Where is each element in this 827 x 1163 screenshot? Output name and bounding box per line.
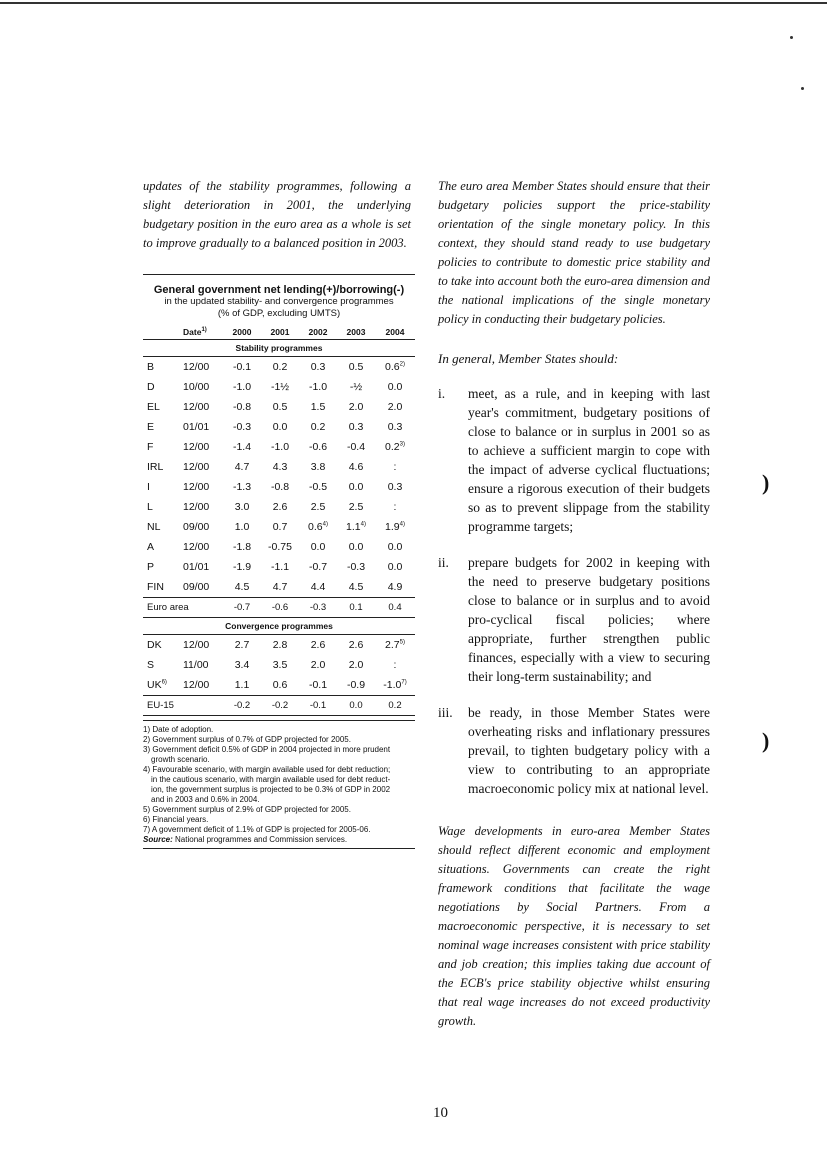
- value-cell: -1.0$^{7)}$: [383, 679, 407, 691]
- table-row: [143, 655, 415, 675]
- value-cell: 0.2: [310, 421, 326, 433]
- value-cell: 2.6: [310, 639, 326, 651]
- country-cell: P: [147, 561, 155, 573]
- value-cell: 0.4: [388, 602, 402, 613]
- value-cell: -0.1: [232, 361, 252, 373]
- value-cell: -0.9: [346, 679, 366, 691]
- list-item: [438, 553, 710, 686]
- value-cell: -0.2: [271, 700, 289, 711]
- date-cell: 10/00: [183, 381, 210, 393]
- value-cell: -1.1: [270, 561, 290, 573]
- header-year: 2004: [385, 327, 405, 337]
- footnote-marker: 2): [399, 361, 405, 368]
- country-cell: EL: [147, 401, 160, 413]
- country-cell: B: [147, 361, 155, 373]
- value-cell: 4.6: [348, 461, 364, 473]
- value-cell: 0.0: [348, 541, 364, 553]
- header-year: 2002: [308, 327, 328, 337]
- value-cell: 2.0: [310, 659, 326, 671]
- table-row: [143, 497, 415, 517]
- date-cell: 09/00: [183, 581, 210, 593]
- value-cell: 0.0: [310, 541, 326, 553]
- value-cell: 3.0: [234, 501, 250, 513]
- value-cell: 2.5: [348, 501, 364, 513]
- date-cell: 11/00: [183, 659, 209, 671]
- date-cell: 01/01: [183, 561, 210, 573]
- value-cell: 2.0: [348, 401, 364, 413]
- date-cell: 12/00: [183, 461, 210, 473]
- value-cell: -0.1: [309, 700, 327, 711]
- list-item: [438, 703, 710, 798]
- country-cell: F: [147, 441, 154, 453]
- footnote: and in 2003 and 0.6% in 2004.: [151, 795, 260, 804]
- value-cell: -0.7: [233, 602, 251, 613]
- left-intro-paragraph: updates of the stability programmes, following a slight deterioration in 2001, the underlying budgetary position in the euro area as a whole is set to improve gradually to a balanced position in 2003.: [143, 179, 411, 250]
- footnote-marker: 4): [399, 521, 405, 528]
- country-cell: IRL: [147, 461, 164, 473]
- table-row: [143, 675, 415, 695]
- footnote: 2) Government surplus of 0.7% of GDP projected for 2005.: [143, 735, 351, 744]
- table-subtitle-units: (% of GDP, excluding UMTS): [217, 308, 341, 319]
- country-cell: E: [147, 421, 155, 433]
- right-column: [438, 177, 710, 1031]
- date-cell: 12/00: [183, 679, 210, 691]
- date-cell: 01/01: [183, 421, 210, 433]
- value-cell: -0.7: [308, 561, 328, 573]
- value-cell: 4.7: [234, 461, 250, 473]
- value-cell: 3.5: [272, 659, 288, 671]
- country-cell: Euro area: [147, 602, 189, 613]
- value-cell: 2.6: [272, 501, 288, 513]
- date-cell: 12/00: [183, 541, 210, 553]
- wage-paragraph: Wage developments in euro-area Member States should reflect different economic and employment situations. Governments can create the right framework conditions that facilitate the wage negotiations by Social Partners. From a macroeconomic perspective, it is necessary to set nominal wage increases consistent with price stability and job creation; this implies taking due account of the ECB's price stability objective whilst ensuring that real wage increases do not exceed productivity growth.: [438, 824, 710, 1028]
- value-cell: 2.0: [348, 659, 364, 671]
- table-row: [143, 577, 415, 597]
- value-cell: -0.4: [346, 441, 366, 453]
- value-cell: 0.5: [348, 361, 364, 373]
- value-cell: 0.0: [348, 481, 364, 493]
- value-cell: -0.8: [232, 401, 252, 413]
- table-row: [143, 695, 415, 716]
- value-cell: 4.3: [272, 461, 288, 473]
- value-cell: 4.4: [310, 581, 326, 593]
- value-cell: 2.7: [234, 639, 250, 651]
- value-cell: -1.0: [308, 381, 328, 393]
- general-heading: In general, Member States should:: [438, 351, 619, 366]
- value-cell: -0.75: [268, 541, 292, 553]
- footnote: 6) Financial years.: [143, 815, 209, 824]
- table-title: General government net lending(+)/borrowing(-): [153, 284, 405, 296]
- value-cell: 0.0: [387, 561, 403, 573]
- table-row: [143, 517, 415, 537]
- euro-area-row: [143, 597, 415, 618]
- table-row: [143, 635, 415, 655]
- value-cell: 0.2: [388, 700, 402, 711]
- speck: [801, 87, 804, 90]
- value-cell: 0.2: [272, 361, 288, 373]
- table-row: [143, 417, 415, 437]
- value-cell: 0.3: [310, 361, 326, 373]
- footnote-marker: 3): [399, 441, 405, 448]
- value-cell: 2.8: [272, 639, 288, 651]
- table-row: [143, 597, 415, 618]
- value-cell: 1.0: [234, 521, 250, 533]
- date-cell: 09/00: [183, 521, 210, 533]
- value-cell: 1.5: [310, 401, 326, 413]
- right-intro-paragraph: The euro area Member States should ensure that their budgetary policies support the price-stability orientation of the single monetary policy. In this context, they should stand ready to use budgetary policies to contribute to domestic price stability and to take into account both the euro-area dimension and the national implications of the single monetary policy in conducting their budgetary policies.: [438, 179, 710, 326]
- table-header: [143, 327, 415, 340]
- footnote: 5) Government surplus of 2.9% of GDP projected for 2005.: [143, 805, 351, 814]
- left-column: [143, 177, 411, 253]
- value-cell: :: [393, 461, 397, 473]
- page-number: 10: [433, 1105, 448, 1121]
- stability-rows: [143, 357, 415, 597]
- date-cell: 12/00: [183, 501, 210, 513]
- country-cell: FIN: [147, 581, 164, 593]
- header-year: 2003: [346, 327, 366, 337]
- value-cell: 1.1: [234, 679, 250, 691]
- footnote-marker: 6): [161, 679, 167, 686]
- value-cell: -1.0: [232, 381, 252, 393]
- footnote: growth scenario.: [151, 755, 210, 764]
- list-text: be ready, in those Member States were overheating risks and inflationary pressures prevail, to tighten budgetary policy with a view to contributing to an appropriate macroeconomic policy mix at national level.: [468, 705, 710, 796]
- date-cell: 12/00: [183, 481, 210, 493]
- list-number: ii.: [438, 555, 449, 570]
- value-cell: -1.4: [232, 441, 252, 453]
- value-cell: -0.3: [232, 421, 252, 433]
- country-cell: I: [147, 481, 150, 493]
- footnote: in the cautious scenario, with margin available used for debt reduct-: [151, 775, 391, 784]
- table-row: [143, 377, 415, 397]
- value-cell: 2.6: [348, 639, 364, 651]
- value-cell: 0.0: [349, 700, 363, 711]
- value-cell: 3.8: [310, 461, 326, 473]
- value-cell: -0.3: [346, 561, 366, 573]
- country-cell: EU-15: [147, 700, 174, 711]
- value-cell: 2.5: [310, 501, 326, 513]
- country-cell: S: [147, 659, 155, 671]
- value-cell: -0.8: [270, 481, 290, 493]
- binding-mark: ): [762, 470, 770, 495]
- value-cell: 1.9$^{4)}$: [385, 521, 405, 533]
- value-cell: -0.3: [309, 602, 327, 613]
- value-cell: 0.0: [387, 541, 403, 553]
- value-cell: 0.2$^{3)}$: [385, 441, 405, 453]
- country-cell: D: [147, 381, 155, 393]
- value-cell: 2.7$^{5)}$: [385, 639, 405, 651]
- footnote-marker: 4): [360, 521, 366, 528]
- value-cell: 1.1$^{4)}$: [346, 521, 366, 533]
- country-cell: L: [147, 501, 153, 513]
- footnote: 4) Favourable scenario, with margin available used for debt reduction;: [143, 765, 391, 774]
- table-row: [143, 397, 415, 417]
- value-cell: 4.7: [272, 581, 288, 593]
- value-cell: 4.5: [234, 581, 250, 593]
- table-row: [143, 537, 415, 557]
- footnote: 1) Date of adoption.: [143, 725, 214, 734]
- header-year: 2001: [270, 327, 290, 337]
- country-cell: UK$^{6)}$: [147, 679, 167, 691]
- table-source: Source: National programmes and Commission services.: [143, 835, 348, 844]
- footnote-marker: 4): [322, 521, 328, 528]
- eu15-row: [143, 695, 415, 716]
- table-row: [143, 437, 415, 457]
- value-cell: 2.0: [387, 401, 403, 413]
- value-cell: -0.5: [308, 481, 328, 493]
- value-cell: :: [393, 659, 397, 671]
- section-convergence: Convergence programmes: [143, 618, 415, 635]
- header-year: 2000: [232, 327, 252, 337]
- value-cell: 3.4: [234, 659, 250, 671]
- value-cell: 0.0: [387, 381, 403, 393]
- footnote-marker: 7): [401, 679, 407, 686]
- top-border: [0, 2, 827, 4]
- value-cell: :: [393, 501, 397, 513]
- value-cell: -1½: [270, 381, 290, 393]
- table-subtitle: in the updated stability- and convergence programmes: [164, 296, 394, 307]
- value-cell: 0.5: [272, 401, 288, 413]
- date-cell: 12/00: [183, 441, 210, 453]
- country-cell: NL: [147, 521, 161, 533]
- speck: [790, 36, 793, 39]
- table-top-rule: [143, 274, 415, 275]
- value-cell: -1.9: [232, 561, 252, 573]
- value-cell: -½: [349, 381, 363, 393]
- date-cell: 12/00: [183, 639, 210, 651]
- value-cell: 0.0: [272, 421, 288, 433]
- footnote: ion, the government surplus is projected to be 0.3% of GDP in 2002: [151, 785, 391, 794]
- value-cell: -1.3: [232, 481, 252, 493]
- list-text: prepare budgets for 2002 in keeping with the need to preserve budgetary positions close to balance or in surplus and to avoid pro-cyclical fiscal policies; where appropriate, further strengthen public finances, especially with a view to securing their long-term sustainability; and: [468, 555, 710, 684]
- value-cell: -1.8: [232, 541, 252, 553]
- value-cell: 0.6: [272, 679, 288, 691]
- binding-mark: ): [762, 728, 770, 753]
- list-number: iii.: [438, 705, 453, 720]
- date-cell: 12/00: [183, 361, 210, 373]
- table-footnotes: [143, 720, 415, 849]
- value-cell: -0.6: [271, 602, 289, 613]
- table-row: [143, 557, 415, 577]
- convergence-rows: [143, 635, 415, 695]
- value-cell: 4.9: [387, 581, 403, 593]
- country-cell: A: [147, 541, 155, 553]
- list-text: meet, as a rule, and in keeping with last year's commitment, budgetary positions of close to balance or in surplus in 2001 so as to achieve a sufficient margin to cope with the impact of adverse cyclical fluctuations; ensure a rigorous execution of their budgets so as to prevent slippage from the stability programme targets;: [468, 386, 710, 534]
- table-row: [143, 357, 415, 377]
- footnote: 7) A government deficit of 1.1% of GDP is projected for 2005-06.: [143, 825, 371, 834]
- value-cell: 0.3: [348, 421, 364, 433]
- table-row: [143, 457, 415, 477]
- value-cell: 0.1: [349, 602, 363, 613]
- value-cell: 4.5: [348, 581, 364, 593]
- value-cell: 0.3: [387, 421, 403, 433]
- value-cell: 0.3: [387, 481, 403, 493]
- table-row: [143, 477, 415, 497]
- section-stability: Stability programmes: [143, 340, 415, 357]
- value-cell: 0.7: [272, 521, 288, 533]
- country-cell: DK: [147, 639, 162, 651]
- value-cell: -0.2: [233, 700, 251, 711]
- header-date: Date$^{1)}$: [183, 327, 207, 337]
- value-cell: -0.1: [308, 679, 328, 691]
- value-cell: -0.6: [308, 441, 328, 453]
- date-cell: 12/00: [183, 401, 210, 413]
- list-number: i.: [438, 386, 446, 401]
- value-cell: -1.0: [270, 441, 290, 453]
- value-cell: 0.6$^{2)}$: [385, 361, 405, 373]
- value-cell: 0.6$^{4)}$: [308, 521, 328, 533]
- footnote: 3) Government deficit 0.5% of GDP in 2004 projected in more prudent: [143, 745, 391, 754]
- budget-table: [143, 274, 415, 849]
- list-item: [438, 384, 710, 536]
- footnote-marker: 5): [399, 639, 405, 646]
